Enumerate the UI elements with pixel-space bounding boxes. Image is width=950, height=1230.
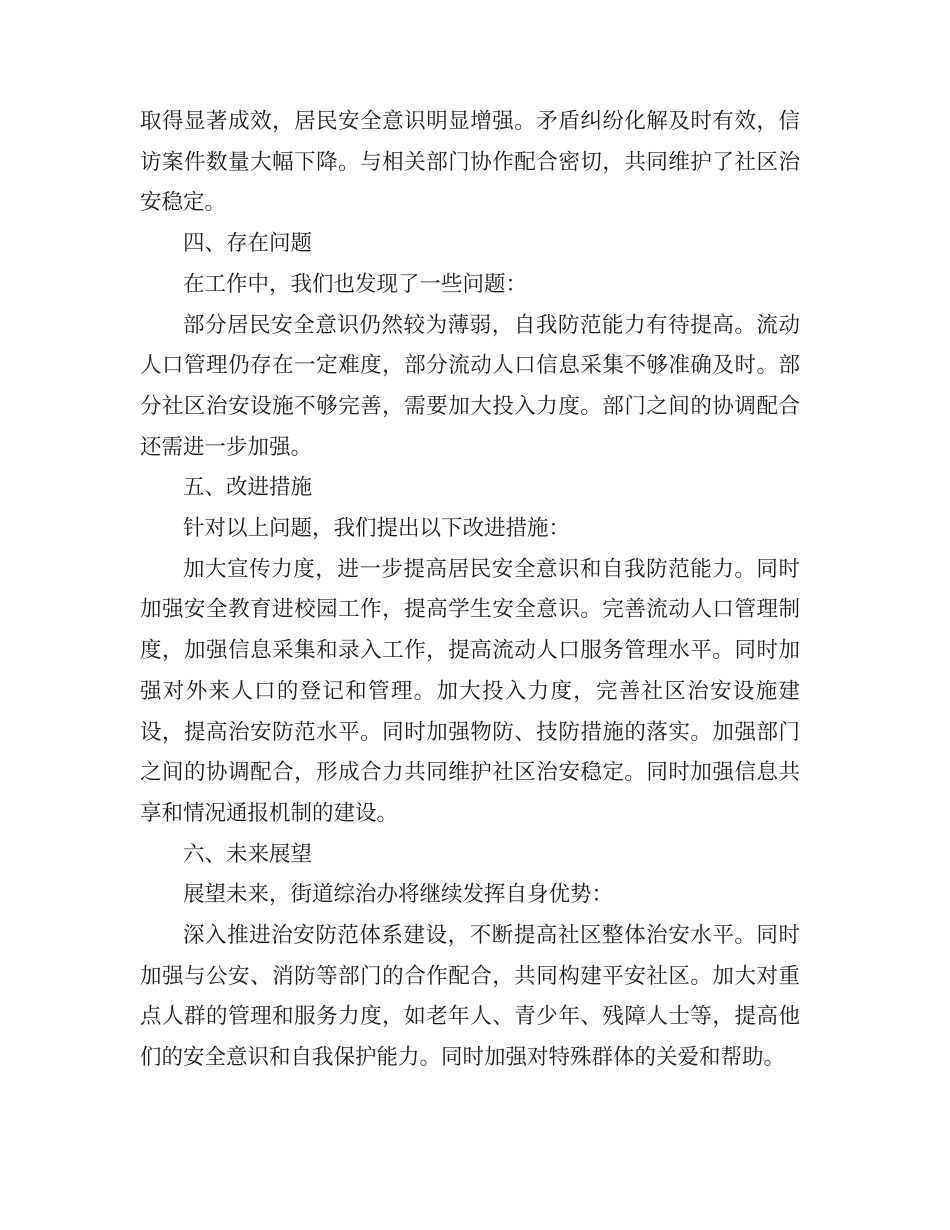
paragraph-outlook-detail: 深入推进治安防范体系建设，不断提高社区整体治安水平。同时加强与公安、消防等部门的合作配合，共同构建平安社区。加大对重点人群的管理和服务力度，如老年人、青少年、残障人士等，提高他们的安全意识和自我保护能力。同时加强对特殊群体的关爱和帮助。 [140,923,800,1071]
section-heading-outlook: 六、未来展望 [183,841,313,867]
section-heading-improvements: 五、改进措施 [183,475,313,501]
document-body [140,102,800,1079]
paragraph-continuation: 取得显著成效，居民安全意识明显增强。矛盾纠纷化解及时有效，信访案件数量大幅下降。与相关部门协作配合密切，共同维护了社区治安稳定。 [140,109,800,216]
paragraph-problems-detail: 部分居民安全意识仍然较为薄弱，自我防范能力有待提高。流动人口管理仍存在一定难度，部分流动人口信息采集不够准确及时。部分社区治安设施不够完善，需要加大投入力度。部门之间的协调配合还需进一步加强。 [140,312,800,460]
paragraph-improvements-detail: 加大宣传力度，进一步提高居民安全意识和自我防范能力。同时加强安全教育进校园工作，提高学生安全意识。完善流动人口管理制度，加强信息采集和录入工作，提高流动人口服务管理水平。同时加强对外来人口的登记和管理。加大投入力度，完善社区治安设施建设，提高治安防范水平。同时加强物防、技防措施的落实。加强部门之间的协调配合，形成合力共同维护社区治安稳定。同时加强信息共享和情况通报机制的建设。 [140,556,800,826]
paragraph-outlook-intro: 展望未来，街道综治办将继续发挥自身优势： [183,882,614,908]
section-heading-problems: 四、存在问题 [183,231,313,257]
paragraph-improvements-intro: 针对以上问题，我们提出以下改进措施： [183,516,571,542]
paragraph-problems-intro: 在工作中，我们也发现了一些问题： [183,271,528,297]
